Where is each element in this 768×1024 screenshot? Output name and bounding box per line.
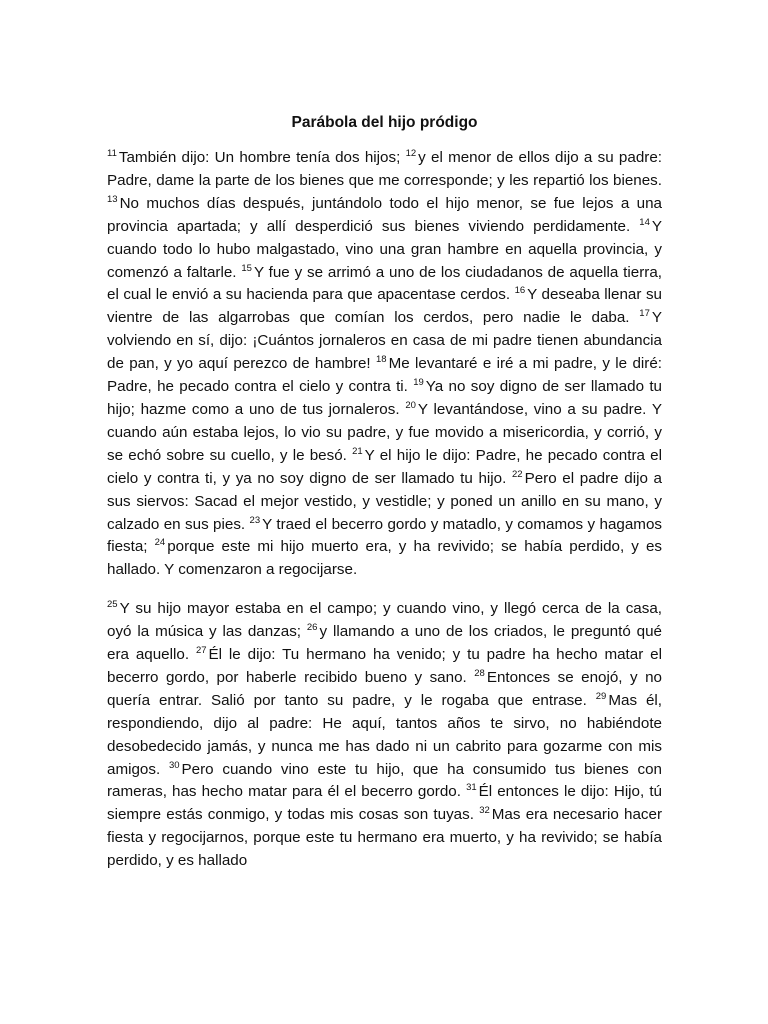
verse-text: Mas él, respondiendo, dijo al padre: He aquí, tantos años te sirvo, no habiéndote desobedecido jamás, y nunca me has dado ni un cabrito para gozarme con mis amigos.: [107, 691, 663, 778]
document-page: [107, 112, 662, 873]
verse-text: Pero el padre dijo a sus siervos: Sacad el mejor vestido, y vestidle; y poned un anillo en su mano, y calzado en sus pies.: [107, 469, 662, 533]
verse-text: Me levantaré e iré a mi padre, y le diré: Padre, he pecado contra el cielo y contra ti.: [107, 355, 662, 396]
verse-text: Y fue y se arrimó a uno de los ciudadanos de aquella tierra, el cual le envió a su hacienda para que apacentase cerdos.: [107, 263, 663, 304]
paragraph: [107, 598, 662, 873]
paragraph: [107, 147, 662, 582]
verse-text: Él entonces le dijo: Hijo, tú siempre estás conmigo, y todas mis cosas son tuyas.: [107, 783, 662, 824]
verse-text: Él le dijo: Tu hermano ha venido; y tu padre ha hecho matar el becerro gordo, por haberle recibido bueno y sano.: [107, 646, 662, 686]
verse-number: 25: [107, 599, 118, 611]
verse-number: 15: [241, 262, 252, 274]
verse-text: Y volviendo en sí, dijo: ¡Cuántos jornaleros en casa de mi padre tienen abundancia de pan, y yo aquí perezco de hambre!: [107, 309, 662, 373]
verse-text: Ya no soy digno de ser llamado tu hijo; hazme como a uno de tus jornaleros.: [107, 378, 662, 418]
verse-text: Y traed el becerro gordo y matadlo, y comamos y hagamos fiesta;: [107, 515, 662, 556]
verse-text: También dijo: Un hombre tenía dos hijos;: [118, 149, 406, 166]
verse-number: 26: [306, 622, 318, 634]
verse-text: porque este mi hijo muerto era, y ha revivido; se había perdido, y es hallado. Y comenzaron a regocijarse.: [107, 538, 662, 579]
verse-number: 14: [639, 216, 650, 228]
verse-number: 19: [413, 377, 424, 389]
verse-number: 28: [474, 667, 485, 679]
verse-number: 21: [352, 445, 363, 457]
verse-number: 32: [479, 805, 490, 817]
verse-number: 29: [595, 690, 607, 702]
verse-text: Y su hijo mayor estaba en el campo; y cuando vino, y llegó cerca de la casa, oyó la música y las danzas;: [107, 600, 662, 641]
verse-text: Entonces se enojó, y no quería entrar. Salió por tanto su padre, y le rogaba que entrase.: [107, 668, 662, 709]
verse-text: Y deseaba llenar su vientre de las algarrobas que comían los cerdos, pero nadie le daba.: [107, 286, 662, 327]
verse-number: 13: [107, 193, 118, 205]
verse-number: 24: [154, 537, 166, 549]
document-body: [107, 147, 662, 873]
verse-number: 31: [466, 782, 477, 794]
verse-number: 22: [511, 468, 523, 480]
verse-text: Mas era necesario hacer fiesta y regocijarnos, porque este tu hermano era muerto, y ha revivido; se había perdido, y es hallado: [107, 806, 662, 870]
verse-text: No muchos días después, juntándolo todo el hijo menor, se fue lejos a una provincia apartada; y allí desperdició sus bienes viviendo perdidamente.: [107, 194, 662, 235]
verse-text: Pero cuando vino este tu hijo, que ha consumido tus bienes con rameras, has hecho matar para él el becerro gordo.: [107, 760, 662, 801]
verse-number: 18: [375, 354, 387, 366]
verse-text: Y cuando todo lo hubo malgastado, vino una gran hambre en aquella provincia, y comenzó a faltarle.: [107, 217, 662, 281]
verse-number: 16: [514, 285, 526, 297]
verse-text: y el menor de ellos dijo a su padre: Padre, dame la parte de los bienes que me corresponde; y les repartió los bienes.: [107, 149, 662, 189]
verse-number: 12: [405, 148, 417, 159]
verse-text: Y el hijo le dijo: Padre, he pecado contra el cielo y contra ti, y ya no soy digno de ser llamado tu hijo.: [107, 446, 662, 487]
verse-number: 11: [107, 148, 117, 159]
verse-number: 23: [249, 514, 261, 526]
verse-number: 30: [168, 759, 180, 771]
verse-number: 20: [405, 399, 416, 411]
verse-number: 17: [639, 308, 650, 320]
verse-number: 27: [195, 645, 207, 657]
document-title: Parábola del hijo pródigo: [291, 114, 478, 131]
verse-text: y llamando a uno de los criados, le preguntó qué era aquello.: [107, 623, 662, 664]
verse-text: Y levantándose, vino a su padre. Y cuando aún estaba lejos, lo vio su padre, y fue movido a misericordia, y corrió, y se echó sobre su cuello, y le besó.: [107, 400, 662, 464]
